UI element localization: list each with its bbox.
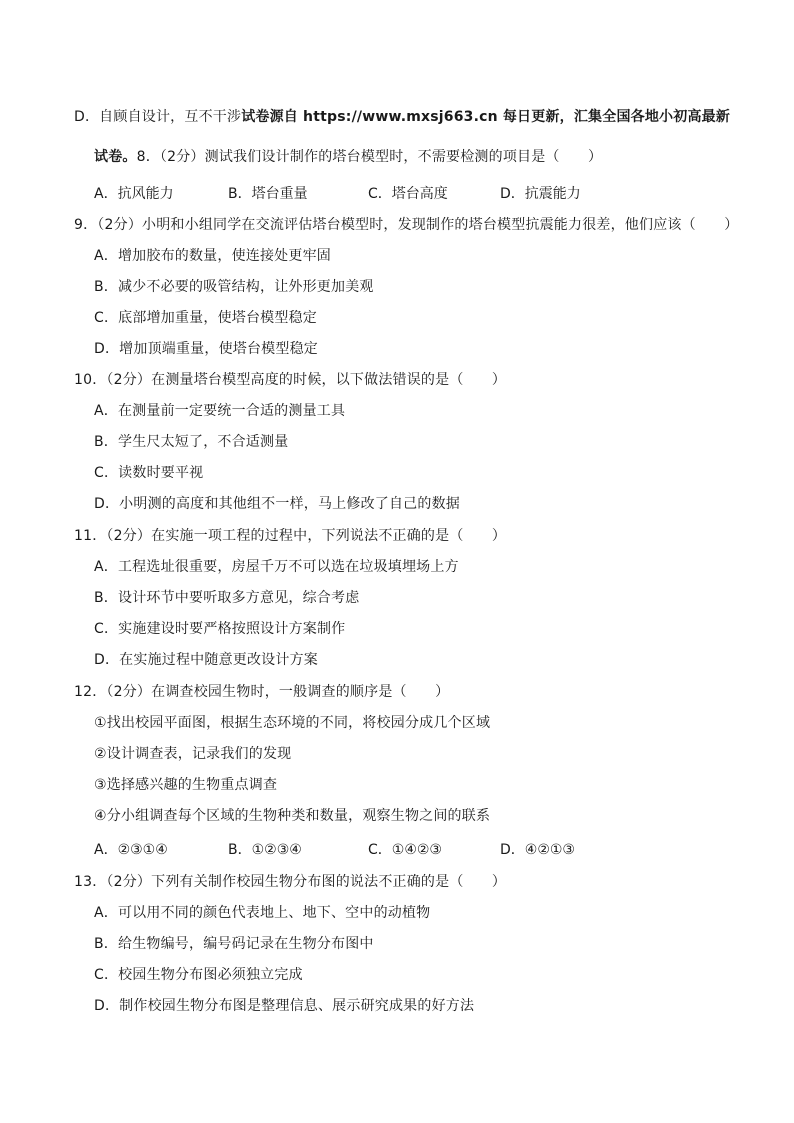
q13-option-d: D．制作校园生物分布图是整理信息、展示研究成果的好方法 (94, 998, 475, 1014)
source-notice-continuation: 试卷。 (94, 149, 137, 165)
q9-option-b: B．减少不必要的吸管结构，让外形更加美观 (94, 279, 374, 295)
q11-option-a: A．工程选址很重要，房屋千万不可以选在垃圾填埋场上方 (94, 559, 459, 575)
q9-option-c: C．底部增加重量，使塔台模型稳定 (94, 310, 317, 326)
q10-option-c: C．读数时要平视 (94, 465, 204, 481)
q13-option-a: A．可以用不同的颜色代表地上、地下、空中的动植物 (94, 905, 431, 921)
q12-stem: 12．（2分）在调查校园生物时，一般调查的顺序是（ ） (74, 684, 450, 700)
option-d-previous: D．自顾自设计，互不干涉 (74, 109, 242, 125)
q10-option-a: A．在测量前一定要统一合适的测量工具 (94, 403, 346, 419)
header-line (74, 107, 730, 127)
q10-stem: 10．（2分）在测量塔台模型高度的时候，以下做法错误的是（ ） (74, 372, 507, 388)
q12-option-d: D．④②①③ (500, 842, 575, 858)
q8-option-b: B．塔台重量 (228, 186, 308, 202)
q8-stem: 8．（2分）测试我们设计制作的塔台模型时，不需要检测的项目是（ ） (136, 149, 603, 165)
q11-option-d: D．在实施过程中随意更改设计方案 (94, 652, 318, 668)
q13-stem: 13．（2分）下列有关制作校园生物分布图的说法不正确的是（ ） (74, 874, 507, 890)
q9-option-d: D．增加顶端重量，使塔台模型稳定 (94, 341, 318, 357)
q8-stem-line (94, 147, 602, 167)
q11-option-b: B．设计环节中要听取多方意见，综合考虑 (94, 590, 360, 606)
q12-step-2: ②设计调查表，记录我们的发现 (94, 746, 292, 762)
q10-option-b: B．学生尺太短了，不合适测量 (94, 434, 289, 450)
q8-option-a: A．抗风能力 (94, 186, 174, 202)
q8-option-d: D．抗震能力 (500, 186, 581, 202)
q12-option-b: B．①②③④ (228, 842, 302, 858)
q12-step-3: ③选择感兴趣的生物重点调查 (94, 777, 278, 793)
q10-option-d: D．小明测的高度和其他组不一样，马上修改了自己的数据 (94, 496, 460, 512)
q12-step-1: ①找出校园平面图，根据生态环境的不同，将校园分成几个区域 (94, 715, 491, 731)
q12-option-c: C．①④②③ (368, 842, 442, 858)
q9-option-a: A．增加胶布的数量，使连接处更牢固 (94, 248, 331, 264)
source-notice: 试卷源自 https://www.mxsj663.cn 每日更新，汇集全国各地小初高最新 (241, 109, 731, 125)
q13-option-b: B．给生物编号，编号码记录在生物分布图中 (94, 936, 374, 952)
q11-stem: 11．（2分）在实施一项工程的过程中，下列说法不正确的是（ ） (74, 528, 507, 544)
q12-option-a: A．②③①④ (94, 842, 168, 858)
q8-option-c: C．塔台高度 (368, 186, 448, 202)
q12-step-4: ④分小组调查每个区域的生物种类和数量，观察生物之间的联系 (94, 808, 491, 824)
q11-option-c: C．实施建设时要严格按照设计方案制作 (94, 621, 346, 637)
q13-option-c: C．校园生物分布图必须独立完成 (94, 967, 303, 983)
q9-stem: 9．（2分）小明和小组同学在交流评估塔台模型时，发现制作的塔台模型抗震能力很差，他们应该（ ） (74, 217, 739, 233)
